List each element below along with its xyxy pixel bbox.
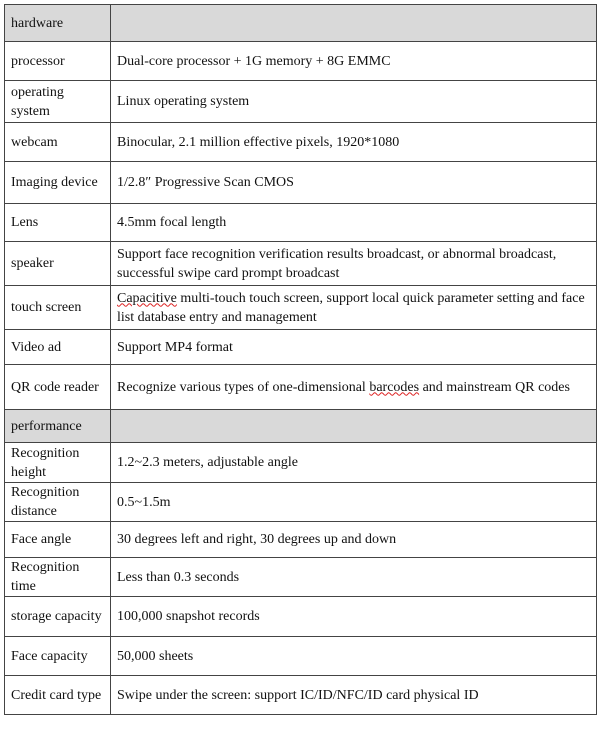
spec-value: Support face recognition verification results broadcast, or abnormal broadcast, successful swipe card prompt broadcast <box>111 242 597 286</box>
table-row <box>5 330 597 365</box>
spec-label: Credit card type <box>5 676 111 715</box>
spec-label: touch screen <box>5 286 111 330</box>
spec-sheet <box>4 4 596 715</box>
spec-value <box>111 286 597 330</box>
table-row <box>5 286 597 330</box>
spec-label: Recognition height <box>5 443 111 483</box>
spec-value: 30 degrees left and right, 30 degrees up and down <box>111 522 597 558</box>
spellcheck-flagged-word: Capacitive <box>117 290 177 306</box>
spec-label: storage capacity <box>5 597 111 637</box>
spec-label: Recognition distance <box>5 483 111 522</box>
spec-value: Support MP4 format <box>111 330 597 365</box>
spec-value-text: multi-touch touch screen, support local quick parameter setting and face list database entry and management <box>117 290 585 325</box>
table-row <box>5 443 597 483</box>
spec-value: 4.5mm focal length <box>111 204 597 242</box>
table-row <box>5 558 597 597</box>
table-row <box>5 483 597 522</box>
table-row <box>5 365 597 410</box>
spec-value: Swipe under the screen: support IC/ID/NFC/ID card physical ID <box>111 676 597 715</box>
spec-table <box>4 4 597 715</box>
spec-label: speaker <box>5 242 111 286</box>
spec-label: Imaging device <box>5 162 111 204</box>
table-row <box>5 42 597 81</box>
spec-value: 50,000 sheets <box>111 637 597 676</box>
section-title-blank <box>111 410 597 443</box>
table-row <box>5 204 597 242</box>
table-row <box>5 522 597 558</box>
spec-value: 1.2~2.3 meters, adjustable angle <box>111 443 597 483</box>
spec-label: Face capacity <box>5 637 111 676</box>
spec-label: operating system <box>5 81 111 123</box>
table-row <box>5 123 597 162</box>
spec-value: 1/2.8″ Progressive Scan CMOS <box>111 162 597 204</box>
spec-value: Linux operating system <box>111 81 597 123</box>
spec-label: Lens <box>5 204 111 242</box>
section-title: performance <box>5 410 111 443</box>
table-row <box>5 637 597 676</box>
spec-label: Video ad <box>5 330 111 365</box>
spec-label: Recognition time <box>5 558 111 597</box>
table-row <box>5 162 597 204</box>
section-header-hardware <box>5 5 597 42</box>
section-title-blank <box>111 5 597 42</box>
spec-value: Binocular, 2.1 million effective pixels, 1920*1080 <box>111 123 597 162</box>
spec-value-text: and mainstream QR codes <box>419 379 570 395</box>
spec-label: QR code reader <box>5 365 111 410</box>
spec-label: processor <box>5 42 111 81</box>
spec-label: webcam <box>5 123 111 162</box>
spellcheck-flagged-word: barcodes <box>369 379 420 395</box>
table-row <box>5 81 597 123</box>
spec-label: Face angle <box>5 522 111 558</box>
table-row <box>5 597 597 637</box>
spec-value-text: Recognize various types of one-dimensional <box>117 379 370 395</box>
spec-value: Less than 0.3 seconds <box>111 558 597 597</box>
spec-value: 0.5~1.5m <box>111 483 597 522</box>
spec-value <box>111 365 597 410</box>
section-title: hardware <box>5 5 111 42</box>
section-header-performance <box>5 410 597 443</box>
table-row <box>5 242 597 286</box>
spec-value: 100,000 snapshot records <box>111 597 597 637</box>
spec-value: Dual-core processor + 1G memory + 8G EMMC <box>111 42 597 81</box>
table-row <box>5 676 597 715</box>
